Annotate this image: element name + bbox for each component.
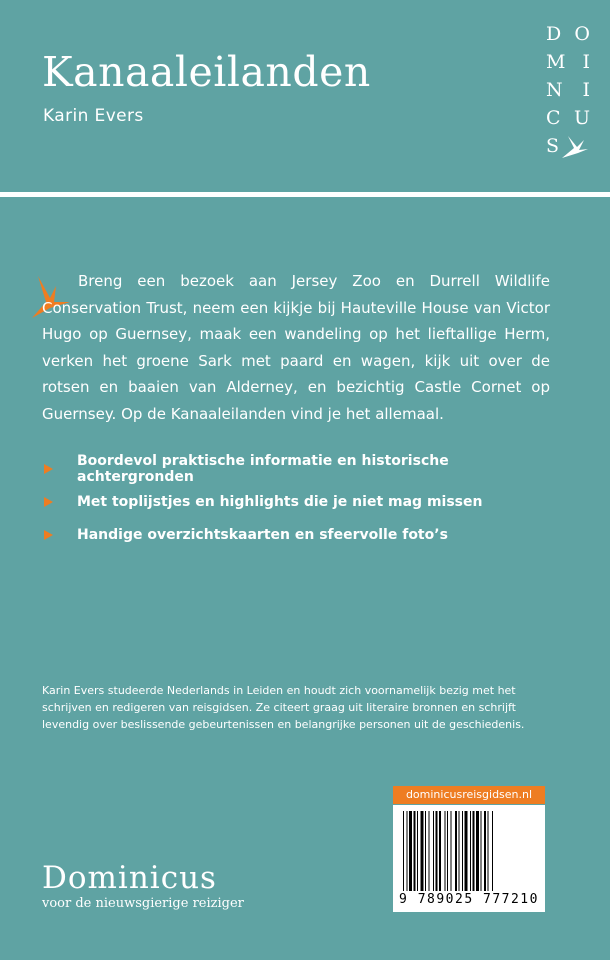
barcode-bar <box>447 811 448 891</box>
barcode-bar <box>436 811 438 891</box>
barcode-bar <box>407 811 408 891</box>
logo-letter: C <box>546 107 561 129</box>
barcode-bar <box>488 811 489 891</box>
logo-row <box>546 132 590 162</box>
list-item <box>42 518 562 551</box>
barcode-bar <box>445 811 446 891</box>
barcode-bar <box>439 811 441 891</box>
isbn-number: 9 789025 777210 <box>399 892 539 907</box>
list-item-text: Boordevol praktische informatie en historische achtergronden <box>77 452 449 485</box>
author-name: Karin Evers <box>43 106 144 126</box>
list-item <box>42 452 562 485</box>
logo-bird-icon <box>560 134 590 160</box>
feature-list <box>42 452 562 551</box>
barcode-bar <box>429 811 430 891</box>
barcode-bar <box>433 811 434 891</box>
list-item <box>42 485 562 518</box>
barcode-bar <box>425 811 426 891</box>
barcode-bar <box>459 811 460 891</box>
logo-letter: N <box>546 79 563 101</box>
logo-letter: S <box>546 135 560 157</box>
list-item-text: Handige overzichtskaarten en sfeervolle foto’s <box>77 526 448 543</box>
logo-letter: I <box>582 51 590 73</box>
logo-letter: O <box>574 23 590 45</box>
publisher-name: Dominicus <box>42 860 217 896</box>
logo-row <box>546 20 590 48</box>
barcode-bar <box>462 811 463 891</box>
triangle-bullet-icon <box>44 497 53 507</box>
barcode-bar <box>470 811 471 891</box>
barcode-bar <box>409 811 412 891</box>
barcode-bar <box>455 811 457 891</box>
logo-row <box>546 76 590 104</box>
barcode-bar <box>417 811 418 891</box>
barcode-bars <box>403 811 535 891</box>
logo-row <box>546 104 590 132</box>
barcode-bar <box>414 811 416 891</box>
triangle-bullet-icon <box>44 530 53 540</box>
publisher-brand <box>42 860 244 912</box>
logo-letter: I <box>582 79 590 101</box>
author-bio: Karin Evers studeerde Nederlands in Leiden en houdt zich voornamelijk bezig met het schrijven en redigeren van reisgidsen. Ze citeert graag uit literaire bronnen en schrijft levendig over beslissende gebeurtenissen en belangrijke personen uit de geschiedenis. <box>42 684 525 731</box>
barcode-bar <box>403 811 404 891</box>
publisher-tagline: voor de nieuwsgierige reiziger <box>42 896 244 911</box>
header-divider <box>0 192 610 197</box>
barcode-bar <box>481 811 482 891</box>
barcode <box>393 805 545 912</box>
barcode-bar <box>484 811 486 891</box>
barcode-bar <box>473 811 475 891</box>
barcode-bar <box>465 811 468 891</box>
website-label: dominicusreisgidsen.nl <box>393 786 545 804</box>
barcode-bar <box>492 811 493 891</box>
intro-paragraph: Breng een bezoek aan Jersey Zoo en Durrell Wildlife Conservation Trust, neem een kijkje bij Hauteville House van Victor Hugo op Guernsey, maak een wandeling op het lieftallige Herm, verken het groene Sark met paard en wagen, kijk uit over de rotsen en baaien van Alderney, en bezichtig Castle Cornet op Guernsey. Op de Kanaaleilanden vind je het allemaal. <box>42 272 550 423</box>
logo-letter: D <box>546 23 562 45</box>
logo-letter: M <box>546 51 566 73</box>
book-title: Kanaaleilanden <box>42 48 371 96</box>
publisher-logo <box>546 20 594 162</box>
logo-row <box>546 48 590 76</box>
barcode-bar <box>451 811 452 891</box>
list-item-text: Met toplijstjes en highlights die je niet mag missen <box>77 493 483 510</box>
barcode-bar <box>421 811 424 891</box>
triangle-bullet-icon <box>44 464 53 474</box>
barcode-bar <box>476 811 479 891</box>
logo-letter: U <box>573 107 590 129</box>
